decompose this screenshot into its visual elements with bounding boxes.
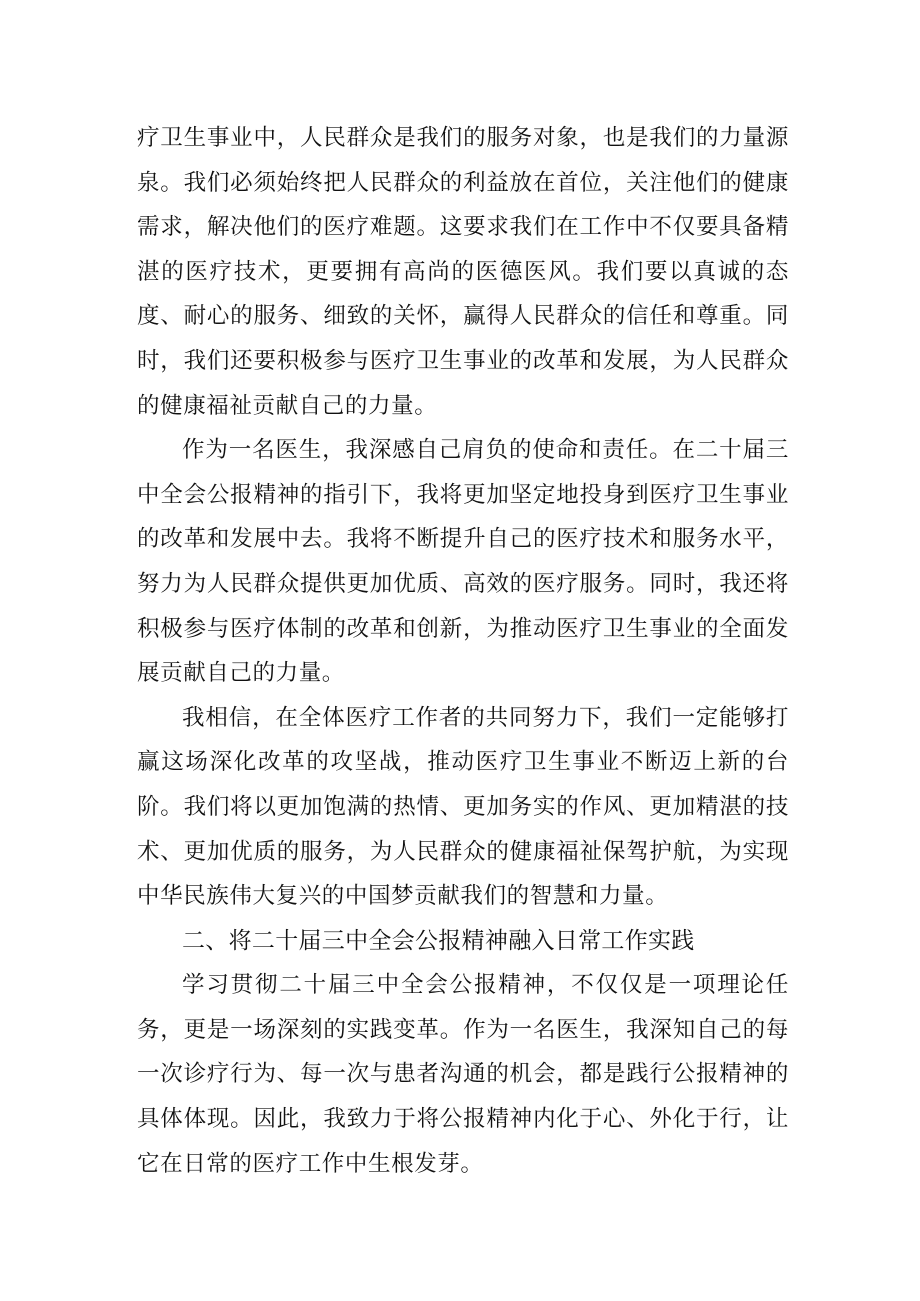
paragraph-4: 学习贯彻二十届三中全会公报精神，不仅仅是一项理论任务，更是一场深刻的实践变革。作为一名医生，我深知自己的每一次诊疗行为、每一次与患者沟通的机会，都是践行公报精神的具体体现。因此，我致力于将公报精神内化于心、外化于行，让它在日常的医疗工作中生根发芽。 [137,972,789,1177]
paragraph-1: 疗卫生事业中，人民群众是我们的服务对象，也是我们的力量源泉。我们必须始终把人民群众的利益放在首位，关注他们的健康需求，解决他们的医疗难题。这要求我们在工作中不仅要具备精湛的医疗技术，更要拥有高尚的医德医风。我们要以真诚的态度、耐心的服务、细致的关怀，赢得人民群众的信任和尊重。同时，我们还要积极参与医疗卫生事业的改革和发展，为人民群众的健康福祉贡献自己的力量。 [137,125,789,419]
document-body [137,116,789,1186]
paragraph-3: 我相信，在全体医疗工作者的共同努力下，我们一定能够打赢这场深化改革的攻坚战，推动医疗卫生事业不断迈上新的台阶。我们将以更加饱满的热情、更加务实的作风、更加精湛的技术、更加优质的服务，为人民群众的健康福祉保驾护航，为实现中华民族伟大复兴的中国梦贡献我们的智慧和力量。 [137,704,789,910]
paragraph-2: 作为一名医生，我深感自己肩负的使命和责任。在二十届三中全会公报精神的指引下，我将更加坚定地投身到医疗卫生事业的改革和发展中去。我将不断提升自己的医疗技术和服务水平，努力为人民群众提供更加优质、高效的医疗服务。同时，我还将积极参与医疗体制的改革和创新，为推动医疗卫生事业的全面发展贡献自己的力量。 [137,437,789,687]
section-heading: 二、将二十届三中全会公报精神融入日常工作实践 [182,927,695,954]
